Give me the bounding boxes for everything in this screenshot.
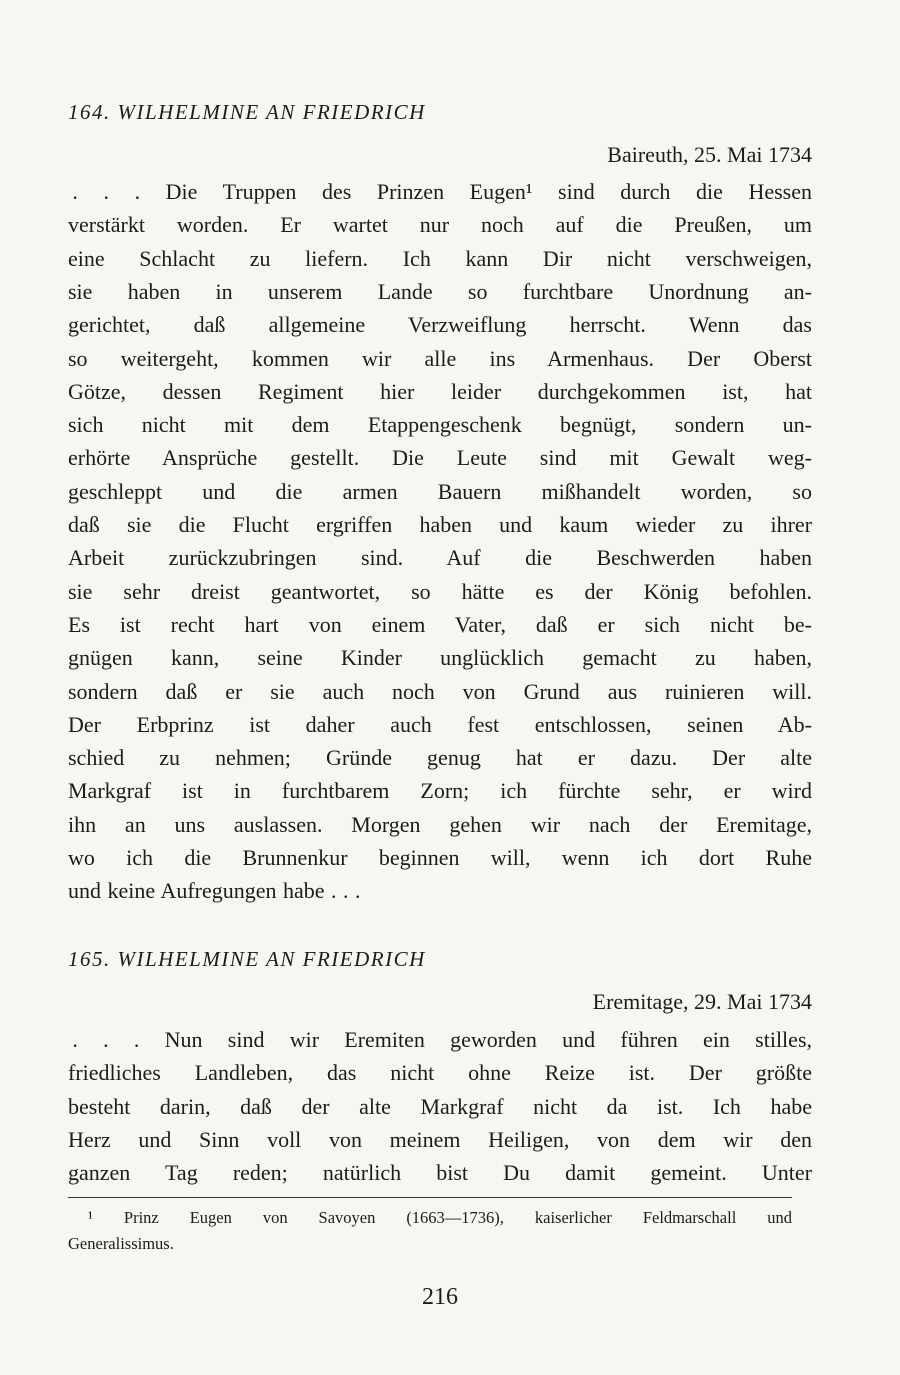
text-line: gnügen kann, seine Kinder unglücklich gemacht zu haben, [68,645,812,671]
footnote-divider [68,1197,792,1198]
text-line: friedliches Landleben, das nicht ohne Reize ist. Der größte [68,1060,812,1086]
footnote-line: Generalissimus. [68,1234,174,1253]
text-line: Arbeit zurückzubringen sind. Auf die Beschwerden haben [68,545,812,571]
page-number: 216 [422,1284,458,1310]
letter-heading: 164. WILHELMINE AN FRIEDRICH [68,100,426,124]
text-line: ihn an uns auslassen. Morgen gehen wir nach der Eremitage, [68,811,812,837]
letter-heading: 165. WILHELMINE AN FRIEDRICH [68,947,426,971]
text-line: . . . Nun sind wir Eremiten geworden und führen ein stilles, [68,1027,812,1052]
letter-date: Eremitage, 29. Mai 1734 [592,989,812,1014]
text-line: und keine Aufregungen habe . . . [68,878,361,904]
text-line: ganzen Tag reden; natürlich bist Du damit gemeint. Unter [68,1160,812,1186]
text-line: sondern daß er sie auch noch von Grund aus ruinieren will. [68,678,812,704]
text-line: sie haben in unserem Lande so furchtbare Unordnung an- [68,278,812,304]
text-line: so weitergeht, kommen wir alle ins Armenhaus. Der Oberst [68,345,812,371]
text-line: sich nicht mit dem Etappengeschenk begnügt, sondern un- [68,412,812,438]
text-line: erhörte Ansprüche gestellt. Die Leute sind mit Gewalt weg- [68,445,812,471]
text-line: wo ich die Brunnenkur beginnen will, wenn ich dort Ruhe [68,845,812,870]
text-line: gerichtet, daß allgemeine Verzweiflung herrscht. Wenn das [68,312,812,338]
text-line: sie sehr dreist geantwortet, so hätte es der König befohlen. [68,578,812,604]
text-line: Es ist recht hart von einem Vater, daß er sich nicht be- [68,611,812,637]
text-line: eine Schlacht zu liefern. Ich kann Dir nicht verschweigen, [68,245,812,271]
text-line: . . . Die Truppen des Prinzen Eugen¹ sind durch die Hessen [68,179,812,204]
letter-date: Baireuth, 25. Mai 1734 [607,142,812,167]
text-line: daß sie die Flucht ergriffen haben und kaum wieder zu ihrer [68,512,812,537]
text-line: Der Erbprinz ist daher auch fest entschlossen, seinen Ab- [68,711,812,737]
text-line: Herz und Sinn voll von meinem Heiligen, von dem wir den [68,1126,812,1152]
text-line: Markgraf ist in furchtbarem Zorn; ich fürchte sehr, er wird [68,778,812,804]
text-line: schied zu nehmen; Gründe genug hat er dazu. Der alte [68,745,812,771]
text-line: Götze, dessen Regiment hier leider durchgekommen ist, hat [68,378,812,404]
text-line: besteht darin, daß der alte Markgraf nicht da ist. Ich habe [68,1093,812,1119]
footnote-line: ¹ Prinz Eugen von Savoyen (1663—1736), kaiserlicher Feldmarschall und [88,1208,792,1227]
text-line: verstärkt worden. Er wartet nur noch auf die Preußen, um [68,212,812,238]
text-line: geschleppt und die armen Bauern mißhandelt worden, so [68,478,812,504]
